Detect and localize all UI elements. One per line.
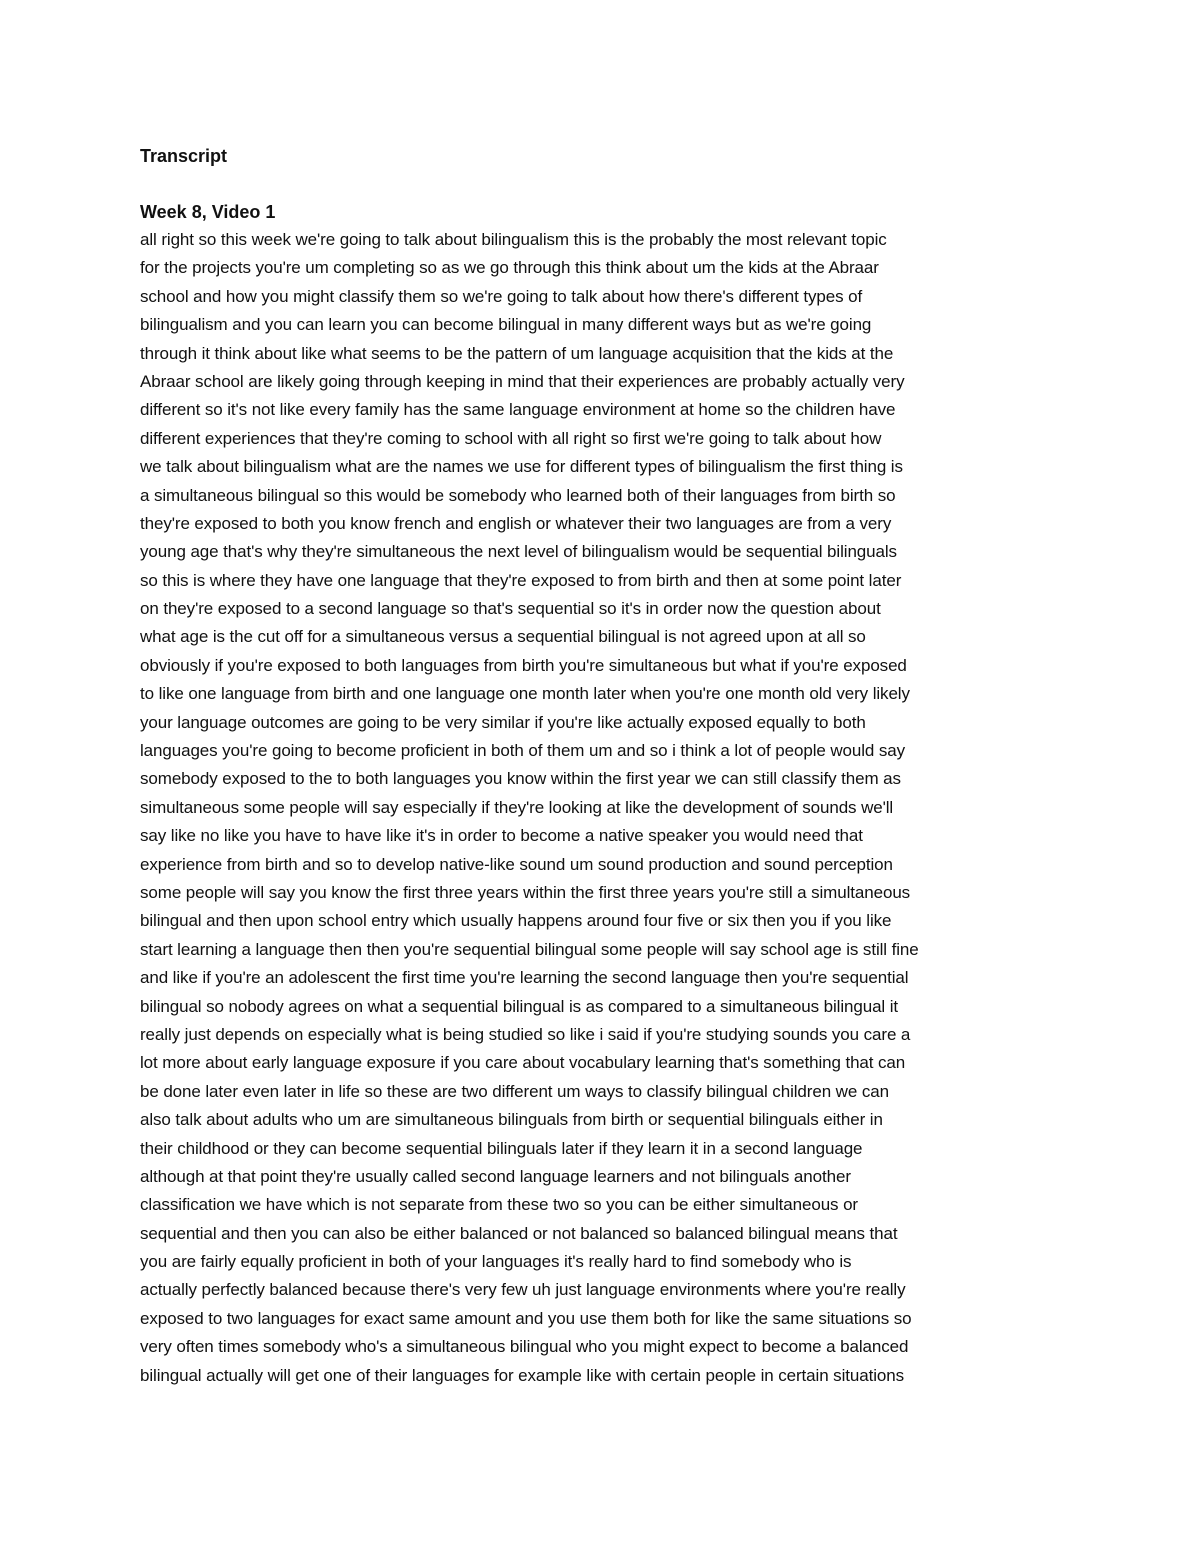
transcript-line: bilingual so nobody agrees on what a sequential bilingual is as compared to a simultaneous bilingual it xyxy=(140,996,899,1016)
transcript-line: exposed to two languages for exact same amount and you use them both for like the same situations so xyxy=(140,1308,912,1328)
transcript-line: although at that point they're usually called second language learners and not bilinguals another xyxy=(140,1166,851,1186)
transcript-line: so this is where they have one language that they're exposed to from birth and then at some point later xyxy=(140,570,902,590)
transcript-line: obviously if you're exposed to both languages from birth you're simultaneous but what if you're exposed xyxy=(140,655,907,675)
transcript-line: some people will say you know the first three years within the first three years you're still a simultaneous xyxy=(140,882,911,902)
transcript-line: languages you're going to become proficient in both of them um and so i think a lot of people would say xyxy=(140,741,906,761)
transcript-line: and like if you're an adolescent the first time you're learning the second language then you're sequential xyxy=(140,968,909,988)
transcript-line: bilingual actually will get one of their languages for example like with certain people in certain situations xyxy=(140,1365,904,1385)
transcript-line: school and how you might classify them so we're going to talk about how there's different types of xyxy=(140,286,863,306)
transcript-line: bilingual and then upon school entry which usually happens around four five or six then you if you like xyxy=(140,911,892,931)
transcript-line: bilingualism and you can learn you can become bilingual in many different ways but as we're going xyxy=(140,315,872,335)
transcript-line: your language outcomes are going to be very similar if you're like actually exposed equally to both xyxy=(140,712,866,732)
transcript-line: different so it's not like every family has the same language environment at home so the children have xyxy=(140,400,896,420)
transcript-line: what age is the cut off for a simultaneous versus a sequential bilingual is not agreed upon at all so xyxy=(140,627,866,647)
transcript-line: through it think about like what seems to be the pattern of um language acquisition that the kids at the xyxy=(140,343,894,363)
transcript-line: different experiences that they're coming to school with all right so first we're going to talk about how xyxy=(140,428,882,448)
transcript-line: on they're exposed to a second language so that's sequential so it's in order now the question about xyxy=(140,599,881,619)
transcript-body xyxy=(140,226,1060,1390)
transcript-line: somebody exposed to the to both languages you know within the first year we can still classify them as xyxy=(140,769,901,789)
transcript-line: classification we have which is not separate from these two so you can be either simultaneous or xyxy=(140,1195,858,1215)
section-heading: Week 8, Video 1 xyxy=(140,202,276,222)
document-title: Transcript xyxy=(140,146,228,166)
document-content xyxy=(140,142,1060,1390)
transcript-line: simultaneous some people will say especially if they're looking at like the development of sounds we'll xyxy=(140,797,894,817)
transcript-line: start learning a language then then you're sequential bilingual some people will say school age is still fine xyxy=(140,939,919,959)
transcript-line: say like no like you have to have like it's in order to become a native speaker you would need that xyxy=(140,826,863,846)
transcript-line: experience from birth and so to develop native-like sound um sound production and sound perception xyxy=(140,854,893,874)
transcript-line: Abraar school are likely going through keeping in mind that their experiences are probably actually very xyxy=(140,371,905,391)
transcript-line: you are fairly equally proficient in both of your languages it's really hard to find somebody who is xyxy=(140,1252,852,1272)
transcript-line: we talk about bilingualism what are the names we use for different types of bilingualism the first thing is xyxy=(140,457,903,477)
transcript-line: actually perfectly balanced because there's very few uh just language environments where you're really xyxy=(140,1280,906,1300)
transcript-line: young age that's why they're simultaneous the next level of bilingualism would be sequential bilinguals xyxy=(140,542,897,562)
transcript-line: very often times somebody who's a simultaneous bilingual who you might expect to become a balanced xyxy=(140,1337,909,1357)
transcript-line: for the projects you're um completing so as we go through this think about um the kids at the Abraar xyxy=(140,258,879,278)
transcript-line: be done later even later in life so these are two different um ways to classify bilingual children we can xyxy=(140,1081,889,1101)
transcript-line: sequential and then you can also be either balanced or not balanced so balanced bilingual means that xyxy=(140,1223,898,1243)
transcript-line: a simultaneous bilingual so this would be somebody who learned both of their languages from birth so xyxy=(140,485,896,505)
transcript-line: all right so this week we're going to talk about bilingualism this is the probably the most relevant topic xyxy=(140,230,887,249)
transcript-line: they're exposed to both you know french and english or whatever their two languages are from a very xyxy=(140,513,892,533)
transcript-line: their childhood or they can become sequential bilinguals later if they learn it in a second language xyxy=(140,1138,863,1158)
transcript-line: also talk about adults who um are simultaneous bilinguals from birth or sequential bilinguals either in xyxy=(140,1110,883,1130)
transcript-line: really just depends on especially what is being studied so like i said if you're studying sounds you care a xyxy=(140,1024,911,1044)
transcript-line: lot more about early language exposure if you care about vocabulary learning that's something that can xyxy=(140,1053,906,1073)
transcript-line: to like one language from birth and one language one month later when you're one month old very likely xyxy=(140,684,910,704)
